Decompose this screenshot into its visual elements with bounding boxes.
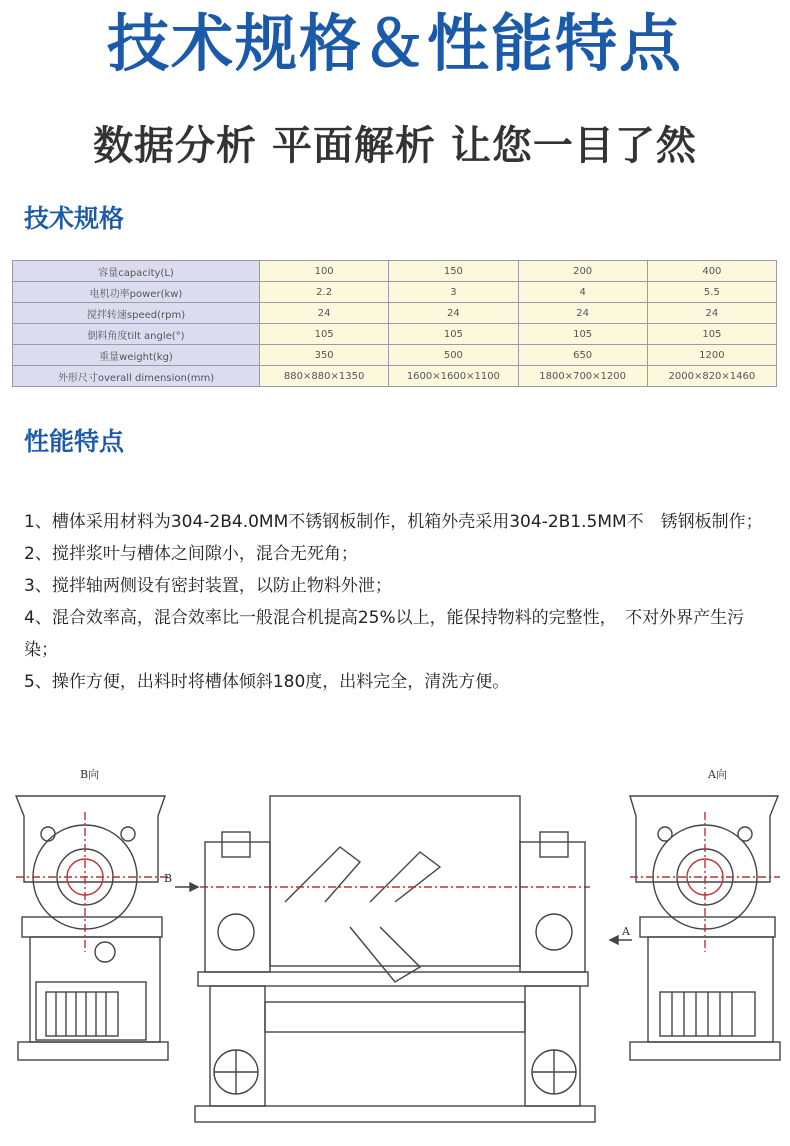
subtitle: 数据分析 平面解析 让您一目了然 bbox=[93, 123, 697, 169]
arrow-a-label: A bbox=[622, 925, 630, 938]
feature-item: 5、操作方便，出料时将槽体倾斜180度，出料完全，清洗方便。 bbox=[24, 672, 510, 692]
feature-item: 2、搅拌浆叶与槽体之间隙小，混合无死角； bbox=[24, 544, 358, 564]
cell: 350 bbox=[260, 345, 389, 366]
cell: 105 bbox=[647, 324, 776, 345]
cell: 1800×700×1200 bbox=[518, 366, 647, 387]
cell: 1600×1600×1100 bbox=[389, 366, 518, 387]
table-row bbox=[13, 324, 777, 345]
table-row bbox=[13, 366, 777, 387]
row-label: 倒料角度tilt angle(°) bbox=[13, 324, 260, 345]
cell: 100 bbox=[260, 261, 389, 282]
row-label: 外形尺寸overall dimension(mm) bbox=[13, 366, 260, 387]
feature-item: 4、混合效率高，混合效率比一般混合机提高25%以上，能保持物料的完整性， 不对外界产生污染； bbox=[24, 608, 745, 660]
cell: 200 bbox=[518, 261, 647, 282]
right-side-view bbox=[630, 796, 780, 1060]
main-title: 技术规格＆性能特点 bbox=[106, 7, 683, 80]
cell: 2000×820×1460 bbox=[647, 366, 776, 387]
cell: 650 bbox=[518, 345, 647, 366]
cell: 105 bbox=[260, 324, 389, 345]
cell: 150 bbox=[389, 261, 518, 282]
cell: 500 bbox=[389, 345, 518, 366]
feature-item: 1、槽体采用材料为304-2B4.0MM不锈钢板制作，机箱外壳采用304-2B1.5MM不 锈钢板制作； bbox=[24, 512, 763, 532]
row-label: 重量weight(kg) bbox=[13, 345, 260, 366]
table-row bbox=[13, 282, 777, 303]
cell: 4 bbox=[518, 282, 647, 303]
spec-table bbox=[12, 260, 777, 387]
table-row bbox=[13, 261, 777, 282]
cell: 400 bbox=[647, 261, 776, 282]
cell: 24 bbox=[647, 303, 776, 324]
table-row bbox=[13, 303, 777, 324]
cell: 5.5 bbox=[647, 282, 776, 303]
feature-list bbox=[24, 506, 774, 698]
cell: 105 bbox=[389, 324, 518, 345]
right-view-label: A向 bbox=[708, 768, 727, 781]
cell: 1200 bbox=[647, 345, 776, 366]
row-label: 电机功率power(kw) bbox=[13, 282, 260, 303]
row-label: 容量capacity(L) bbox=[13, 261, 260, 282]
table-row bbox=[13, 345, 777, 366]
cell: 24 bbox=[518, 303, 647, 324]
cell: 2.2 bbox=[260, 282, 389, 303]
arrow-b-label: B bbox=[164, 872, 173, 885]
cell: 3 bbox=[389, 282, 518, 303]
cell: 105 bbox=[518, 324, 647, 345]
spec-heading: 技术规格 bbox=[24, 204, 125, 233]
features-heading: 性能特点 bbox=[24, 427, 125, 456]
left-view-label: B向 bbox=[80, 768, 100, 781]
feature-item: 3、搅拌轴两侧设有密封装置，以防止物料外泄； bbox=[24, 576, 392, 596]
machine-drawing-svg bbox=[0, 752, 790, 1146]
front-view bbox=[175, 796, 632, 1122]
cell: 880×880×1350 bbox=[260, 366, 389, 387]
technical-drawing bbox=[0, 752, 790, 1146]
row-label: 搅拌转速speed(rpm) bbox=[13, 303, 260, 324]
cell: 24 bbox=[389, 303, 518, 324]
cell: 24 bbox=[260, 303, 389, 324]
left-side-view bbox=[16, 796, 173, 1060]
